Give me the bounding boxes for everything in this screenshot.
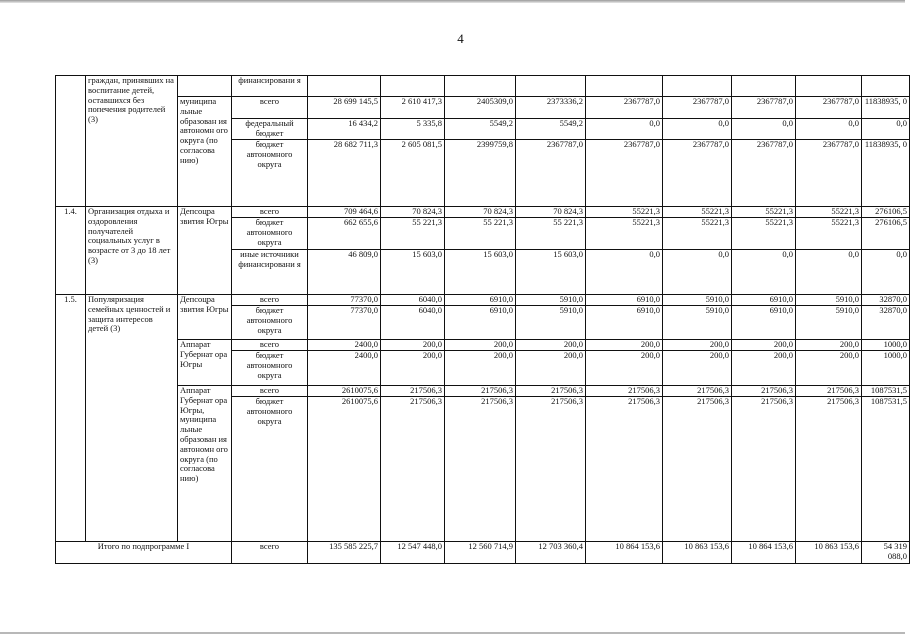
value-cell: 5910,0 <box>796 295 862 306</box>
value-cell: 2367787,0 <box>586 97 663 119</box>
value-cell: 200,0 <box>516 351 586 386</box>
value-cell: 70 824,3 <box>516 207 586 218</box>
value-cell: 200,0 <box>732 351 796 386</box>
value-cell: 276106,5 <box>862 218 910 250</box>
table-row <box>56 76 910 97</box>
value-cell: 6040,0 <box>381 295 445 306</box>
value-cell: 55221,3 <box>732 218 796 250</box>
total-value-cell: 12 703 360,4 <box>516 542 586 564</box>
value-cell: 55221,3 <box>663 207 732 218</box>
value-cell: 217506,3 <box>663 397 732 542</box>
value-cell: 55221,3 <box>796 218 862 250</box>
executor-cell: Депсоцра звития Югры <box>178 295 232 340</box>
value-cell: 0,0 <box>862 119 910 140</box>
table-row <box>56 386 910 397</box>
value-cell: 6910,0 <box>586 306 663 340</box>
value-cell: 5 335,8 <box>381 119 445 140</box>
value-cell: 2367787,0 <box>796 140 862 207</box>
value-cell: 1000,0 <box>862 351 910 386</box>
value-cell: 6910,0 <box>445 306 516 340</box>
value-cell: 2 610 417,3 <box>381 97 445 119</box>
value-cell: 55221,3 <box>796 207 862 218</box>
value-cell: 217506,3 <box>732 386 796 397</box>
row-number-cell: 1.4. <box>56 207 86 295</box>
value-cell: 217506,3 <box>516 397 586 542</box>
value-cell: 217506,3 <box>663 386 732 397</box>
value-cell: 55221,3 <box>586 207 663 218</box>
value-cell: 15 603,0 <box>381 250 445 295</box>
value-cell: 217506,3 <box>586 397 663 542</box>
value-cell: 28 682 711,3 <box>308 140 381 207</box>
value-cell: 217506,3 <box>445 397 516 542</box>
table-row <box>56 207 910 218</box>
row-number-cell: 1.5. <box>56 295 86 542</box>
value-cell: 5910,0 <box>663 306 732 340</box>
value-cell: 28 699 145,5 <box>308 97 381 119</box>
funding-source-cell: бюджет автономного округа <box>232 351 308 386</box>
value-cell: 2400,0 <box>308 351 381 386</box>
value-cell: 2367787,0 <box>732 97 796 119</box>
funding-source-cell: финансировани я <box>232 76 308 97</box>
total-value-cell: 12 547 448,0 <box>381 542 445 564</box>
value-cell: 2400,0 <box>308 340 381 351</box>
value-cell: 46 809,0 <box>308 250 381 295</box>
value-cell: 70 824,3 <box>381 207 445 218</box>
scan-top-edge <box>0 0 905 3</box>
measure-name-cell: Организация отдыха и оздоровления получателей социальных услуг в возрасте от 3 до 18 лет (3) <box>86 207 178 295</box>
value-cell: 32870,0 <box>862 295 910 306</box>
scan-bottom-edge <box>0 632 905 634</box>
budget-table <box>55 75 910 564</box>
value-cell: 55 221,3 <box>445 218 516 250</box>
total-value-cell: 10 864 153,6 <box>732 542 796 564</box>
value-cell <box>586 76 663 97</box>
value-cell: 55 221,3 <box>381 218 445 250</box>
funding-source-cell: бюджет автономного округа <box>232 306 308 340</box>
value-cell: 0,0 <box>862 250 910 295</box>
value-cell <box>445 76 516 97</box>
value-cell: 11838935, 0 <box>862 140 910 207</box>
value-cell: 55 221,3 <box>516 218 586 250</box>
value-cell: 55221,3 <box>732 207 796 218</box>
total-value-cell: 10 863 153,6 <box>663 542 732 564</box>
value-cell: 217506,3 <box>381 397 445 542</box>
value-cell <box>308 76 381 97</box>
value-cell: 6910,0 <box>732 306 796 340</box>
value-cell: 1087531,5 <box>862 397 910 542</box>
value-cell <box>796 76 862 97</box>
funding-source-cell: бюджет автономного округа <box>232 218 308 250</box>
value-cell: 662 655,6 <box>308 218 381 250</box>
value-cell: 217506,3 <box>381 386 445 397</box>
value-cell: 55221,3 <box>586 218 663 250</box>
executor-cell: Аппарат Губернат ора Югры, муниципа льные образован ия автономн ого округа (по согласова нию) <box>178 386 232 542</box>
value-cell: 0,0 <box>663 250 732 295</box>
executor-cell <box>178 76 232 97</box>
value-cell: 2405309,0 <box>445 97 516 119</box>
budget-table-container <box>55 75 910 564</box>
value-cell: 1000,0 <box>862 340 910 351</box>
value-cell: 77370,0 <box>308 295 381 306</box>
value-cell: 70 824,3 <box>445 207 516 218</box>
measure-name-cell: граждан, принявших на воспитание детей, оставшихся без попечения родителей (3) <box>86 76 178 207</box>
funding-source-cell: федеральный бюджет <box>232 119 308 140</box>
value-cell: 2610075,6 <box>308 397 381 542</box>
value-cell: 200,0 <box>586 351 663 386</box>
executor-cell: муниципа льные образован ия автономн ого округа (по согласова нию) <box>178 97 232 207</box>
value-cell: 11838935, 0 <box>862 97 910 119</box>
value-cell: 2367787,0 <box>732 140 796 207</box>
value-cell: 5910,0 <box>516 306 586 340</box>
value-cell: 2373336,2 <box>516 97 586 119</box>
value-cell: 217506,3 <box>796 386 862 397</box>
value-cell: 200,0 <box>796 340 862 351</box>
measure-name-cell: Популяризация семейных ценностей и защита интересов детей (3) <box>86 295 178 542</box>
table-row <box>56 340 910 351</box>
value-cell: 5549,2 <box>445 119 516 140</box>
total-value-cell: 10 864 153,6 <box>586 542 663 564</box>
row-number-cell <box>56 76 86 207</box>
total-value-cell: 12 560 714,9 <box>445 542 516 564</box>
total-row <box>56 542 910 564</box>
value-cell: 0,0 <box>732 119 796 140</box>
value-cell: 6910,0 <box>586 295 663 306</box>
value-cell: 276106,5 <box>862 207 910 218</box>
value-cell: 200,0 <box>445 340 516 351</box>
value-cell: 200,0 <box>445 351 516 386</box>
value-cell: 32870,0 <box>862 306 910 340</box>
value-cell: 15 603,0 <box>516 250 586 295</box>
value-cell: 5910,0 <box>663 295 732 306</box>
value-cell: 217506,3 <box>796 397 862 542</box>
value-cell: 200,0 <box>516 340 586 351</box>
total-label: Итого по подпрограмме I <box>56 542 232 564</box>
funding-source-cell: всего <box>232 97 308 119</box>
value-cell: 77370,0 <box>308 306 381 340</box>
value-cell: 2367787,0 <box>586 140 663 207</box>
value-cell: 0,0 <box>586 119 663 140</box>
value-cell: 217506,3 <box>732 397 796 542</box>
value-cell: 0,0 <box>796 119 862 140</box>
value-cell: 200,0 <box>381 340 445 351</box>
funding-source-cell: всего <box>232 207 308 218</box>
funding-source-cell: бюджет автономного округа <box>232 397 308 542</box>
value-cell: 709 464,6 <box>308 207 381 218</box>
value-cell: 6040,0 <box>381 306 445 340</box>
value-cell: 217506,3 <box>445 386 516 397</box>
value-cell: 200,0 <box>381 351 445 386</box>
value-cell: 0,0 <box>586 250 663 295</box>
funding-source-cell: всего <box>232 340 308 351</box>
value-cell: 0,0 <box>732 250 796 295</box>
value-cell: 200,0 <box>663 351 732 386</box>
value-cell <box>516 76 586 97</box>
total-value-cell: 54 319 088,0 <box>862 542 910 564</box>
table-row <box>56 295 910 306</box>
table-row <box>56 97 910 119</box>
value-cell <box>732 76 796 97</box>
value-cell <box>862 76 910 97</box>
value-cell: 200,0 <box>732 340 796 351</box>
funding-source-cell: иные источники финансировани я <box>232 250 308 295</box>
value-cell: 217506,3 <box>586 386 663 397</box>
total-value-cell: 10 863 153,6 <box>796 542 862 564</box>
value-cell: 1087531,5 <box>862 386 910 397</box>
value-cell: 2610075,6 <box>308 386 381 397</box>
funding-source-cell: бюджет автономного округа <box>232 140 308 207</box>
value-cell: 217506,3 <box>516 386 586 397</box>
value-cell <box>663 76 732 97</box>
funding-source-cell: всего <box>232 295 308 306</box>
value-cell: 2 605 081,5 <box>381 140 445 207</box>
value-cell: 0,0 <box>796 250 862 295</box>
value-cell: 15 603,0 <box>445 250 516 295</box>
value-cell: 0,0 <box>663 119 732 140</box>
value-cell: 6910,0 <box>732 295 796 306</box>
value-cell: 16 434,2 <box>308 119 381 140</box>
funding-source-cell: всего <box>232 386 308 397</box>
executor-cell: Аппарат Губернат ора Югры <box>178 340 232 386</box>
funding-source-cell: всего <box>232 542 308 564</box>
value-cell: 55221,3 <box>663 218 732 250</box>
value-cell: 200,0 <box>586 340 663 351</box>
value-cell: 2367787,0 <box>516 140 586 207</box>
value-cell: 200,0 <box>796 351 862 386</box>
value-cell <box>381 76 445 97</box>
value-cell: 2367787,0 <box>663 140 732 207</box>
value-cell: 2367787,0 <box>663 97 732 119</box>
value-cell: 2399759,8 <box>445 140 516 207</box>
executor-cell: Депсоцра звития Югры <box>178 207 232 295</box>
value-cell: 2367787,0 <box>796 97 862 119</box>
value-cell: 200,0 <box>663 340 732 351</box>
value-cell: 5549,2 <box>516 119 586 140</box>
value-cell: 6910,0 <box>445 295 516 306</box>
total-value-cell: 135 585 225,7 <box>308 542 381 564</box>
value-cell: 5910,0 <box>516 295 586 306</box>
value-cell: 5910,0 <box>796 306 862 340</box>
page-number: 4 <box>457 31 464 46</box>
